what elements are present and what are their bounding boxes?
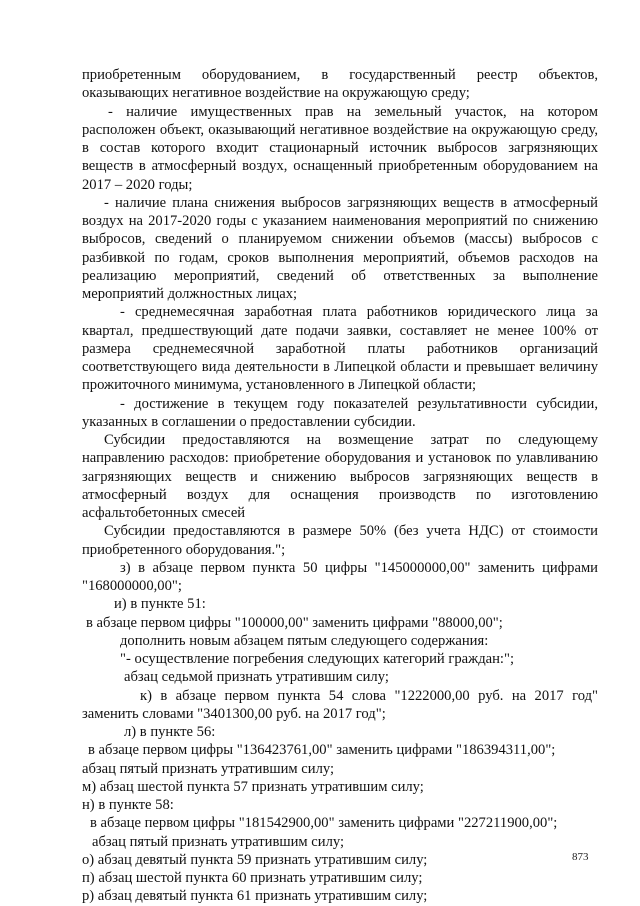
paragraph-12: "- осуществление погребения следующих категорий граждан:"; <box>120 651 514 667</box>
paragraph-8: з) в абзаце первом пункта 50 цифры "145000000,00" заменить цифрами "168000000,00"; <box>82 559 598 594</box>
page-number: 873 <box>572 851 589 863</box>
paragraph-5: - достижение в текущем году показателей результативности субсидии, указанных в соглашении о предоставлении субсидии. <box>82 395 598 430</box>
paragraph-16: в абзаце первом цифры "136423761,00" заменить цифрами "186394311,00"; <box>88 742 556 759</box>
paragraph-9: и) в пункте 51: <box>114 596 206 613</box>
paragraph-4: - среднемесячная заработная плата работников юридического лица за квартал, предшествующий дате подачи заявки, составляет не менее 100% от размера среднемесячной заработной платы работников организаций соответствующего вида деятельности в Липецкой области и превышает величину прожиточного минимума, установленного в Липецкой области; <box>82 304 598 394</box>
paragraph-23: п) абзац шестой пункта 60 признать утратившим силу; <box>82 870 423 886</box>
paragraph-20: в абзаце первом цифры "181542900,00" заменить цифрами "227211900,00"; <box>90 815 558 832</box>
paragraph-1: приобретенным оборудованием, в государственный реестр объектов, оказывающих негативное воздействие на окружающую среду; <box>82 67 598 102</box>
paragraph-3: - наличие плана снижения выбросов загрязняющих веществ в атмосферный воздух на 2017-2020 годы с указанием наименования мероприятий по снижению выбросов, сведений о планируемом снижении объемов (массы) выбросов с разбивкой по годам, сроков выполнения мероприятий, объемов расходов на реализацию мероприятий, сведений об ответственных за выполнение мероприятий должностных лицах; <box>82 194 598 302</box>
paragraph-21: абзац пятый признать утратившим силу; <box>92 833 345 850</box>
document-body <box>82 66 598 906</box>
paragraph-11: дополнить новым абзацем пятым следующего содержания: <box>120 632 489 649</box>
paragraph-17: абзац пятый признать утратившим силу; <box>82 760 335 777</box>
paragraph-19: н) в пункте 58: <box>82 797 174 813</box>
paragraph-22: о) абзац девятый пункта 59 признать утратившим силу; <box>82 851 428 868</box>
paragraph-7: Субсидии предоставляются в размере 50% (без учета НДС) от стоимости приобретенного оборудования."; <box>82 523 598 558</box>
paragraph-14: к) в абзаце первом пункта 54 слова "1222000,00 руб. на 2017 год" заменить словами "3401300,00 руб. на 2017 год"; <box>82 687 598 722</box>
paragraph-10: в абзаце первом цифры "100000,00" заменить цифрами "88000,00"; <box>86 614 503 631</box>
paragraph-18: м) абзац шестой пункта 57 признать утратившим силу; <box>82 778 424 795</box>
paragraph-15: л) в пункте 56: <box>124 724 216 740</box>
paragraph-6: Субсидии предоставляются на возмещение затрат по следующему направлению расходов: приобретение оборудования и установок по улавливанию загрязняющих веществ и снижению выбросов загрязняющих веществ в атмосферный воздух для оснащения производств по изготовлению асфальтобетонных смесей <box>82 432 598 521</box>
paragraph-24: р) абзац девятый пункта 61 признать утратившим силу; <box>82 888 428 905</box>
paragraph-2: - наличие имущественных прав на земельный участок, на котором расположен объект, оказывающий негативное воздействие на окружающую среду, в состав которого входит стационарный источник выбросов загрязняющих веществ в атмосферный воздух, оснащенный приобретенным оборудованием на 2017 – 2020 годы; <box>82 103 598 193</box>
paragraph-13: абзац седьмой признать утратившим силу; <box>124 669 389 686</box>
